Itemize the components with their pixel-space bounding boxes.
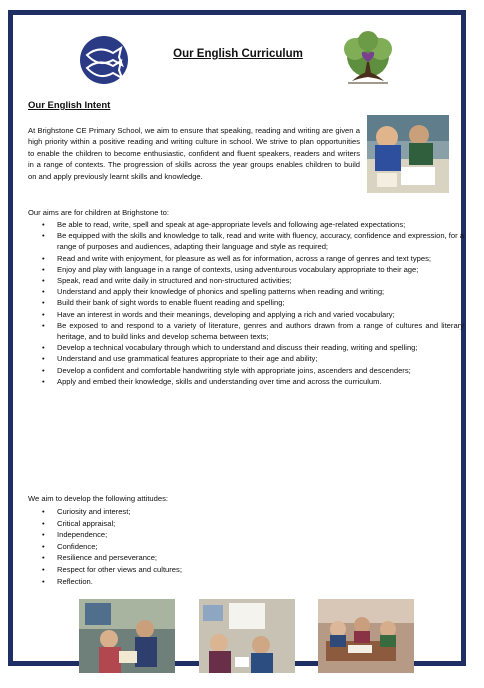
list-item <box>28 297 464 308</box>
intent-paragraph: At Brighstone CE Primary School, we aim to ensure that speaking, reading and writing are given a high priority within a positive reading and writing culture in school. We strive to plan opportunities to enable the children to become enthusiastic, confident and fluent speakers, readers and writers in a range of contexts. The progression of skills across the year groups enables children to build on and apply previously learnt skills and knowledge. <box>28 125 360 181</box>
bullet: • <box>42 287 45 297</box>
photo-children-reading-floor <box>79 599 175 673</box>
aim-text: Build their bank of sight words to enable fluent reading and spelling; <box>57 298 285 308</box>
bullet: • <box>42 320 45 330</box>
bullet: • <box>42 343 45 353</box>
bullet: • <box>42 276 45 286</box>
aim-text: Read and write with enjoyment, for pleasure as well as for information, across a range of genres and text types; <box>57 253 431 263</box>
aim-text: Be exposed to and respond to a variety of literature, genres and authors drawn from a range of cultures and literary heritage, and to build links and develop schema between texts; <box>57 320 464 342</box>
list-item <box>28 219 464 230</box>
bullet: • <box>42 253 45 263</box>
bullet: • <box>42 530 45 540</box>
attitude-text: Independence; <box>57 530 108 540</box>
photo-classroom-writing <box>199 599 295 673</box>
bullet: • <box>42 564 45 574</box>
school-tree-logo <box>336 29 400 99</box>
list-item <box>28 376 464 387</box>
bullet: • <box>42 298 45 308</box>
aim-text: Be equipped with the skills and knowledge to talk, read and write with fluency, accuracy, confidence and expression, for a range of purposes and audiences, adapting their language and style as required; <box>57 231 464 252</box>
attitude-text: Curiosity and interest; <box>57 507 131 516</box>
aim-text: Understand and apply their knowledge of phonics and spelling patterns when reading and writing; <box>57 287 385 297</box>
list-item <box>28 541 328 553</box>
bullet: • <box>42 309 45 319</box>
list-item <box>28 552 328 564</box>
bullet: • <box>42 518 45 528</box>
aim-text: Develop a confident and comfortable handwriting style with appropriate joins, ascenders and descenders; <box>57 365 411 375</box>
list-item <box>28 309 464 320</box>
school-fish-logo <box>79 35 129 85</box>
bullet: • <box>42 354 45 364</box>
bullet: • <box>42 231 45 241</box>
list-item <box>28 320 464 342</box>
list-item <box>28 564 328 576</box>
aims-intro: Our aims are for children at Brighstone to: <box>28 208 169 217</box>
bullet: • <box>42 376 45 386</box>
bullet: • <box>42 576 45 586</box>
aims-list <box>28 219 464 387</box>
aim-text: Understand and use grammatical features appropriate to their age and ability; <box>57 354 318 364</box>
aim-text: Develop a technical vocabulary through which to understand and discuss their reading, writing and spelling; <box>57 343 418 353</box>
page-frame <box>8 10 466 666</box>
list-item <box>28 275 464 286</box>
list-item <box>28 286 464 297</box>
list-item <box>28 518 328 530</box>
intent-heading: Our English Intent <box>28 100 111 111</box>
bullet: • <box>42 541 45 551</box>
list-item <box>28 365 464 376</box>
list-item <box>28 576 328 588</box>
attitude-text: Confidence; <box>57 541 98 551</box>
attitude-text: Resilience and perseverance; <box>57 553 158 563</box>
aim-text: Speak, read and write daily in structured and non-structured activities; <box>57 276 292 286</box>
bullet: • <box>42 220 45 229</box>
list-item <box>28 264 464 275</box>
photo-children-group-table <box>318 599 414 673</box>
list-item <box>28 253 464 264</box>
aim-text: Have an interest in words and their meanings, developing and applying a rich and varied vocabulary; <box>57 309 395 319</box>
aim-text: Be able to read, write, spell and speak at age-appropriate levels and following age-related expectations; <box>57 220 406 229</box>
attitude-text: Critical appraisal; <box>57 518 116 528</box>
list-item <box>28 353 464 364</box>
bullet: • <box>42 365 45 375</box>
attitude-text: Respect for other views and cultures; <box>57 564 182 574</box>
attitude-text: Reflection. <box>57 576 93 586</box>
aim-text: Apply and embed their knowledge, skills and understanding over time and across the curriculum. <box>57 376 382 386</box>
aim-text: Enjoy and play with language in a range of contexts, using adventurous vocabulary appropriate to their age; <box>57 264 419 274</box>
list-item <box>28 529 328 541</box>
bullet: • <box>42 507 45 516</box>
attitudes-intro: We aim to develop the following attitudes: <box>28 494 169 503</box>
attitudes-list <box>28 506 328 587</box>
bullet: • <box>42 264 45 274</box>
photo-children-reading-table <box>367 115 449 193</box>
page-title: Our English Curriculum <box>173 48 303 60</box>
list-item <box>28 342 464 353</box>
list-item <box>28 506 328 518</box>
list-item <box>28 230 464 252</box>
bullet: • <box>42 553 45 563</box>
